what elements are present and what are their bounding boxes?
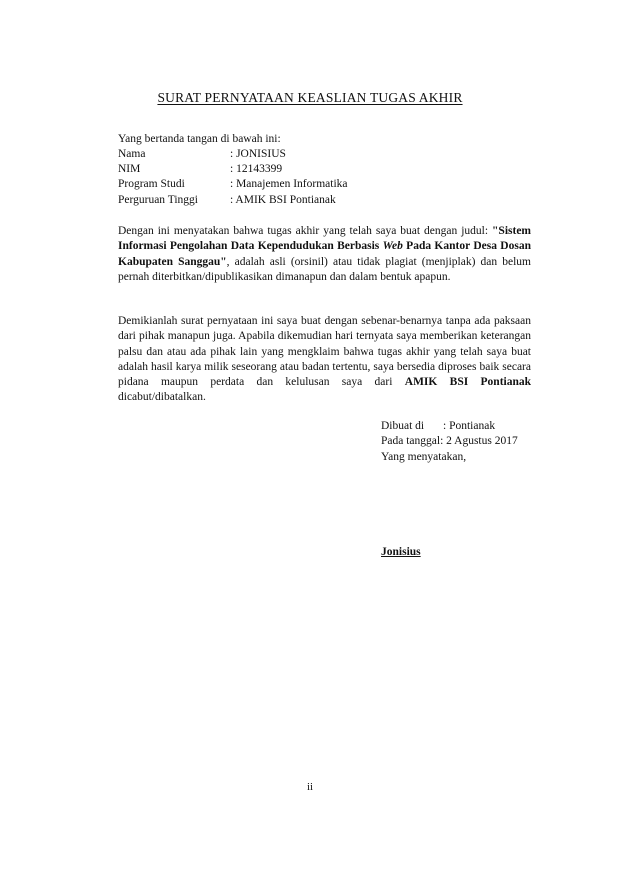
institution-name: AMIK BSI Pontianak — [404, 376, 532, 389]
signature-place-row — [381, 419, 518, 434]
identity-row-name — [118, 147, 418, 162]
document-title: SURAT PERNYATAAN KEASLIAN TUGAS AKHIR — [157, 90, 463, 105]
identity-row-nim — [118, 162, 418, 177]
thesis-title-italic: Web — [382, 240, 403, 253]
signature-date: Pada tanggal: 2 Agustus 2017 — [381, 435, 518, 448]
identity-block — [118, 147, 418, 208]
identity-value: : AMIK BSI Pontianak — [230, 193, 336, 206]
signature-place-label: Dibuat di — [381, 420, 425, 432]
thesis-title-part2: Pada Kantor Desa Dosan Kabupaten Sanggau" — [118, 240, 531, 268]
signature-place-value: : Pontianak — [443, 420, 496, 432]
declaration-paragraph — [118, 224, 531, 285]
identity-value: : 12143399 — [230, 163, 283, 176]
closing-text-after: dicabut/dibatalkan. — [118, 391, 206, 404]
thesis-title-part1: "Sistem Informasi Pengolahan Data Kependudukan Berbasis — [118, 225, 532, 253]
page-number: ii — [306, 781, 314, 793]
intro-text: Yang bertanda tangan di bawah ini: — [118, 133, 281, 145]
identity-row-institution — [118, 193, 418, 208]
signature-block — [381, 419, 518, 465]
signer-name: Jonisius — [381, 546, 421, 558]
identity-value: : Manajemen Informatika — [230, 178, 348, 191]
identity-label: Program Studi — [118, 178, 185, 191]
identity-label: NIM — [118, 163, 141, 176]
identity-label: Nama — [118, 148, 146, 160]
closing-text-before: Demikianlah surat pernyataan ini saya buat dengan sebenar-benarnya tanpa ada paksaan dari pihak manapun juga. Apabila dikemudian hari ternyata saya memberikan keterangan palsu dan atau ada pihak lain yang mengklaim bahwa tugas akhir yang telah saya buat adalah hasil karya milik seseorang atau badan tertentu, saya bersedia diproses baik secara pidana maupun perdata dan kelulusan saya dari — [118, 315, 531, 389]
identity-label: Perguruan Tinggi — [118, 193, 198, 206]
closing-paragraph — [118, 314, 531, 406]
identity-value: : JONISIUS — [230, 148, 286, 160]
signature-closing: Yang menyatakan, — [381, 450, 467, 463]
declaration-lead: Dengan ini menyatakan bahwa tugas akhir yang telah saya buat dengan judul: — [118, 225, 489, 237]
identity-row-program — [118, 177, 418, 192]
declaration-rest: , adalah asli (orsinil) atau tidak plagiat (menjiplak) dan belum pernah diterbitkan/dipublikasikan dimanapun dan dalam bentuk apapun. — [118, 255, 531, 283]
